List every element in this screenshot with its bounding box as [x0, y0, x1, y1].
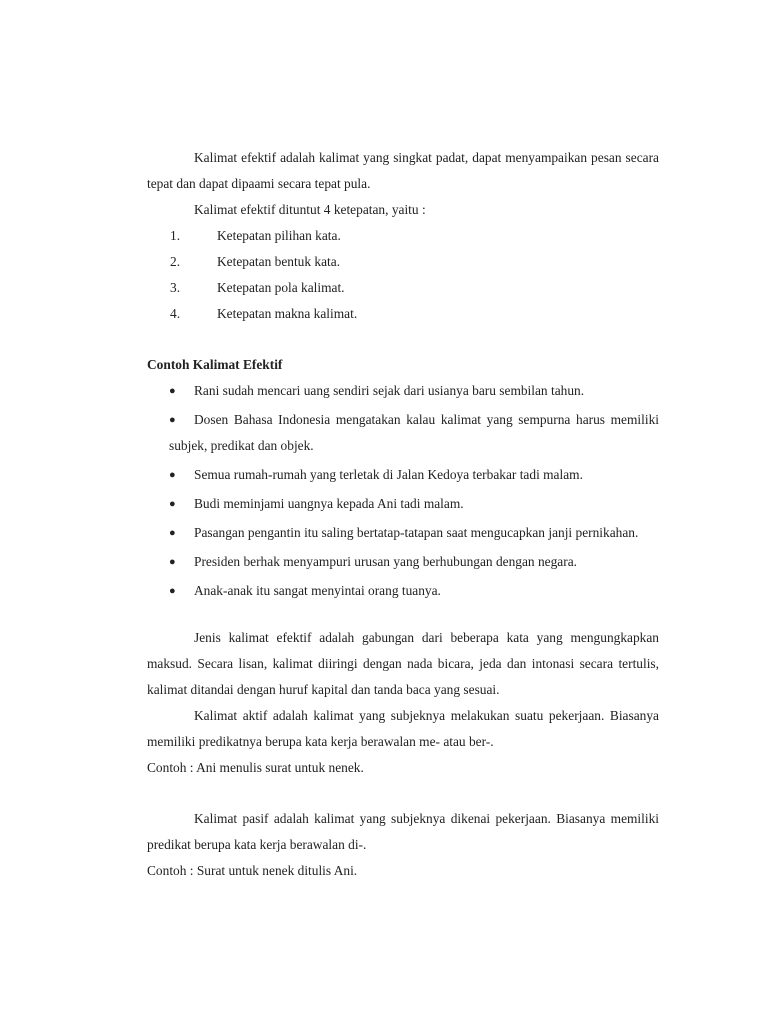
bullet-icon: ● — [169, 585, 176, 597]
bullet-icon: ● — [169, 498, 176, 510]
paragraph-jenis: Jenis kalimat efektif adalah gabungan dari beberapa kata yang mengungkapkan maksud. Secara lisan, kalimat diiringi dengan nada bicara, jeda dan intonasi secara tertulis, kalimat ditandai dengan huruf kapital dan tanda baca yang sesuai. — [147, 630, 659, 697]
list-item — [147, 223, 659, 249]
example-text: Budi meminjami uangnya kepada Ani tadi malam. — [194, 496, 464, 511]
example-text: Presiden berhak menyampuri urusan yang berhubungan dengan negara. — [194, 554, 577, 569]
bullet-icon: ● — [169, 556, 176, 568]
spacer — [147, 781, 659, 806]
bullet-icon: ● — [169, 527, 176, 539]
list-text: Ketepatan makna kalimat. — [217, 306, 358, 321]
examples-list — [147, 378, 659, 604]
spacer — [147, 607, 659, 625]
list-text: Ketepatan bentuk kata. — [217, 254, 341, 269]
paragraph-definition: Kalimat efektif adalah kalimat yang singkat padat, dapat menyampaikan pesan secara tepat dan dapat dipaami secara tepat pula. — [147, 150, 659, 191]
bullet-icon: ● — [169, 385, 176, 397]
list-number: 4. — [170, 306, 181, 321]
list-item — [147, 301, 659, 327]
list-item — [147, 491, 659, 517]
example-text: Dosen Bahasa Indonesia mengatakan kalau kalimat yang sempurna harus memiliki subjek, predikat dan objek. — [169, 412, 659, 453]
spacer — [147, 327, 659, 352]
bullet-icon: ● — [169, 469, 176, 481]
list-item — [147, 249, 659, 275]
list-text: Ketepatan pola kalimat. — [217, 280, 345, 295]
list-item — [147, 549, 659, 575]
list-item — [147, 578, 659, 604]
example-text: Anak-anak itu sangat menyintai orang tuanya. — [194, 583, 441, 598]
example-text: Pasangan pengantin itu saling bertatap-tatapan saat mengucapkan janji pernikahan. — [194, 525, 639, 540]
list-item — [147, 275, 659, 301]
list-item — [147, 462, 659, 488]
paragraph-kalimat-pasif: Kalimat pasif adalah kalimat yang subjeknya dikenai pekerjaan. Biasanya memiliki predikat berupa kata kerja berawalan di-. — [147, 811, 659, 852]
bullet-icon: ● — [169, 414, 176, 426]
list-item — [147, 378, 659, 404]
example-aktif: Contoh : Ani menulis surat untuk nenek. — [147, 760, 364, 775]
paragraph-ketepatan-intro: Kalimat efektif dituntut 4 ketepatan, yaitu : — [194, 202, 426, 217]
list-item — [147, 407, 659, 459]
list-text: Ketepatan pilihan kata. — [217, 228, 341, 243]
section-heading: Contoh Kalimat Efektif — [147, 357, 283, 372]
list-number: 2. — [170, 254, 181, 269]
example-text: Semua rumah-rumah yang terletak di Jalan Kedoya terbakar tadi malam. — [194, 467, 583, 482]
document-page — [147, 145, 659, 884]
example-pasif: Contoh : Surat untuk nenek ditulis Ani. — [147, 863, 358, 878]
list-item — [147, 520, 659, 546]
ketepatan-list — [147, 223, 659, 327]
list-number: 1. — [170, 228, 181, 243]
paragraph-kalimat-aktif: Kalimat aktif adalah kalimat yang subjeknya melakukan suatu pekerjaan. Biasanya memiliki predikatnya berupa kata kerja berawalan me- atau ber-. — [147, 708, 659, 749]
list-number: 3. — [170, 280, 181, 295]
example-text: Rani sudah mencari uang sendiri sejak dari usianya baru sembilan tahun. — [194, 383, 585, 398]
